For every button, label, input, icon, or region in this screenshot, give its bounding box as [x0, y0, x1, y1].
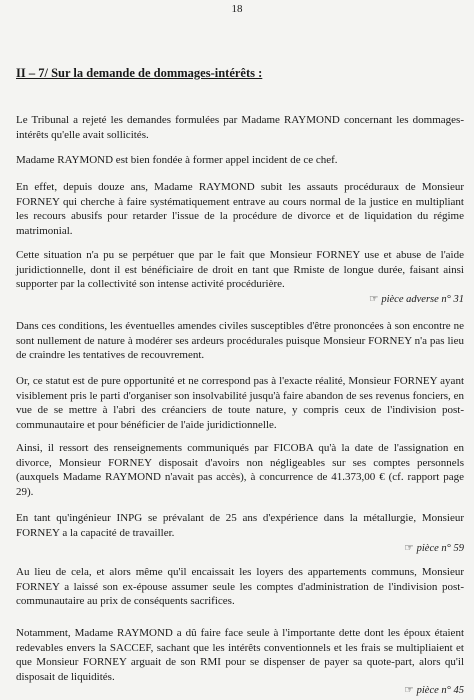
paragraph-8: En tant qu'ingénieur INPG se prévalant de 25 ans d'expérience dans la métallurgie, Monsieur FORNEY a la capacité de travailler. [16, 512, 464, 539]
exhibit-reference-59: ☞ pièce n° 59 [404, 543, 464, 554]
paragraph-3: En effet, depuis douze ans, Madame RAYMOND subit les assauts procéduraux de Monsieur FORNEY qui cherche à faire systématiquement entrave au cours normal de la justice en multipliant les recours abusifs pour retarder l'issue de la procédure de divorce et de liquidation du régime matrimonial. [16, 181, 464, 237]
paragraph-9: Au lieu de cela, et alors même qu'il encaissait les loyers des appartements communs, Monsieur FORNEY a laissé son ex-épouse assumer seule les comptes d'administration de l'indivision post-communautaire au prix de conséquents sacrifices. [16, 566, 464, 607]
paragraph-2: Madame RAYMOND est bien fondée à former appel incident de ce chef. [16, 154, 338, 166]
paragraph-6: Or, ce statut est de pure opportunité et ne correspond pas à l'exacte réalité, Monsieur FORNEY ayant visiblement pris le parti d'organiser son insolvabilité jusqu'à faire abandon de ses revenus fonciers, en vue de se mettre à l'abri des créanciers de toute nature, y compris ceux de l'indivision post-communautaire et pour bénéficier de l'aide juridictionnelle. [16, 375, 464, 431]
pointing-hand-icon: ☞ [404, 543, 414, 554]
exhibit-reference-45: ☞ pièce n° 45 [404, 685, 464, 696]
section-heading: II – 7/ Sur la demande de dommages-intérêts : [16, 66, 263, 80]
page-number: 18 [231, 3, 243, 15]
paragraph-4: Cette situation n'a pu se perpétuer que par le fait que Monsieur FORNEY use et abuse de l'aide juridictionnelle, dont il est bénéficiaire de droit en tant que Rmiste de longue durée, faisant ainsi supporter par la collectivité son intense activité procédurière. [16, 249, 464, 290]
paragraph-10: Notamment, Madame RAYMOND a dû faire face seule à l'importante dette dont les époux étaient redevables envers la SACCEF, sachant que les intérêts conventionnels et les frais se multipliaient et que Monsieur FORNEY arguait de son RMI pour se dispenser de payer sa quote-part, alors qu'il disposait de liquidités. [16, 627, 464, 683]
paragraph-1: Le Tribunal a rejeté les demandes formulées par Madame RAYMOND concernant les dommages-intérêts qu'elle avait sollicités. [16, 114, 464, 141]
pointing-hand-icon: ☞ [368, 294, 379, 305]
paragraph-7: Ainsi, il ressort des renseignements communiqués par FICOBA qu'à la date de l'assignation en divorce, Monsieur FORNEY disposait d'avoirs non négligeables sur ses comptes personnels (auxquels Madame RAYMOND n'avait pas accès), à concurrence de 41.373,00 € (cf. rapport page 29). [16, 442, 464, 498]
paragraph-5: Dans ces conditions, les éventuelles amendes civiles susceptibles d'être prononcées à son encontre ne sont nullement de nature à modérer ses ardeurs procédurales puisque Monsieur FORNEY n'a pas lieu de craindre les tentatives de recouvrement. [16, 320, 464, 361]
pointing-hand-icon: ☞ [404, 685, 414, 696]
exhibit-reference-31: ☞ pièce adverse n° 31 [368, 294, 464, 305]
